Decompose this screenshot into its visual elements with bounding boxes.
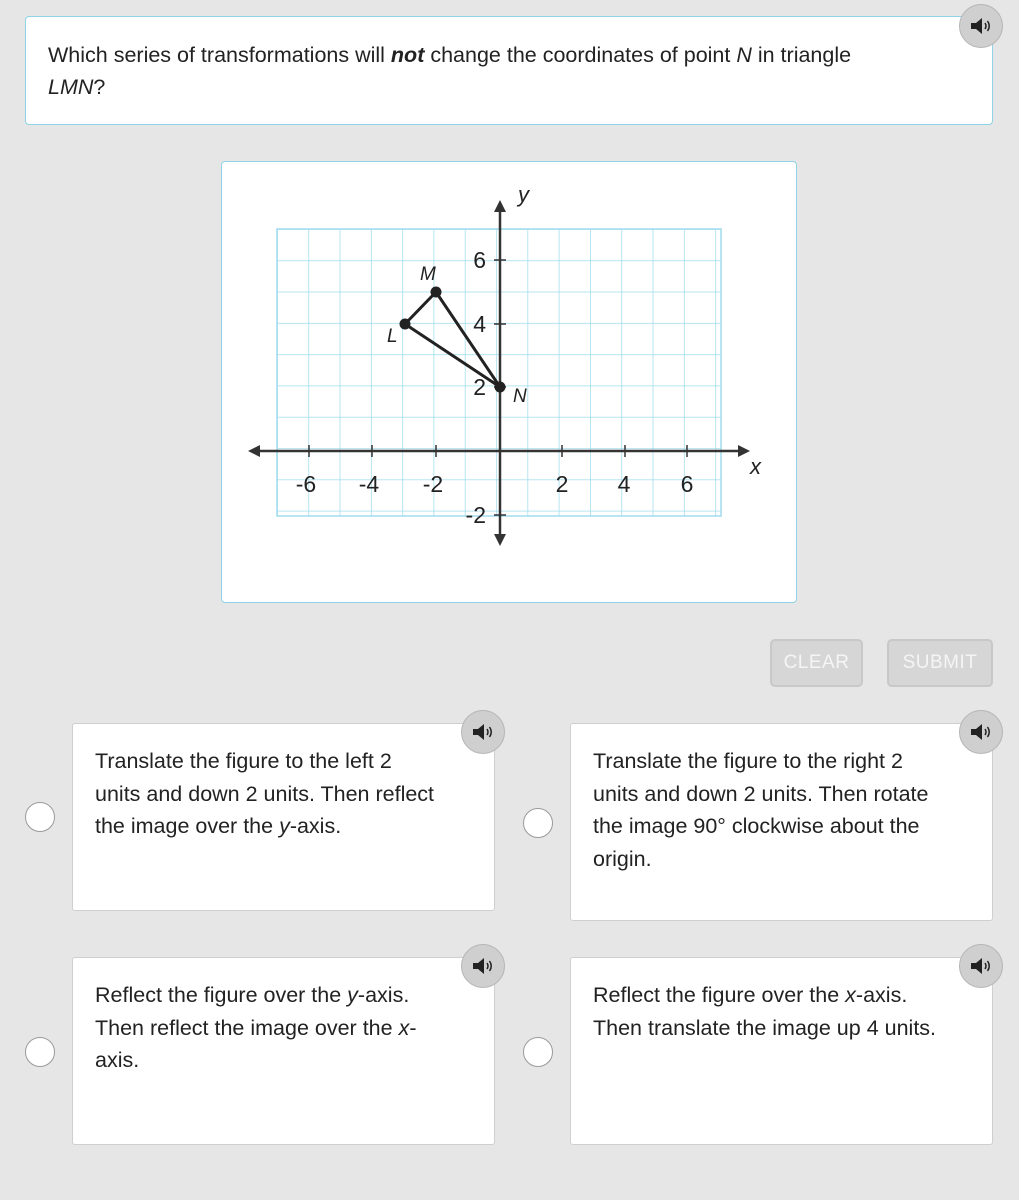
x-axis-left-arrow — [248, 445, 260, 457]
answer-text-line: -axis. — [855, 983, 908, 1007]
answer-text-line: Translate the figure to the left 2 — [95, 749, 392, 773]
question-text-part: in triangle — [751, 43, 852, 67]
question-point-name: N — [736, 43, 752, 67]
answer-text-italic: y — [279, 814, 290, 838]
answer-c-speaker-button[interactable] — [461, 944, 505, 988]
coordinate-graph — [222, 162, 798, 604]
clear-button[interactable]: CLEAR — [770, 639, 863, 687]
x-tick-label: -4 — [358, 471, 380, 497]
answer-text-c — [95, 979, 475, 1077]
x-tick-label: 6 — [680, 471, 694, 497]
answer-option-b[interactable] — [570, 723, 993, 921]
vertex-n — [495, 382, 506, 393]
answer-text-line: Translate the figure to the right 2 — [593, 749, 903, 773]
answer-text-line: axis. — [95, 1048, 140, 1072]
answer-radio-b[interactable] — [523, 808, 553, 838]
speaker-audio-icon — [968, 15, 994, 37]
answer-radio-d[interactable] — [523, 1037, 553, 1067]
answer-text-line: Reflect the figure over the — [593, 983, 846, 1007]
answer-text-italic: y — [347, 983, 358, 1007]
answer-option-d[interactable] — [570, 957, 993, 1145]
speaker-audio-icon — [968, 721, 994, 743]
y-tick-label: 2 — [473, 374, 486, 400]
x-axis-label: x — [750, 454, 761, 479]
answer-d-speaker-button[interactable] — [959, 944, 1003, 988]
y-tick-label: -2 — [465, 502, 486, 528]
answer-option-a[interactable] — [72, 723, 495, 911]
answer-text-line: - — [409, 1015, 417, 1040]
y-tick-label: 4 — [473, 311, 486, 337]
answer-text-line: -axis. — [289, 814, 342, 838]
y-tick-label: 6 — [473, 247, 486, 273]
speaker-audio-icon — [968, 955, 994, 977]
x-tick-label: 2 — [555, 471, 569, 497]
answer-text-line: Then translate the image up 4 units. — [593, 1015, 937, 1040]
vertex-label-n: N — [513, 386, 527, 407]
answer-a-speaker-button[interactable] — [461, 710, 505, 754]
answer-option-c[interactable] — [72, 957, 495, 1145]
answer-text-a — [95, 745, 475, 843]
y-axis-up-arrow — [494, 200, 506, 212]
question-speaker-button[interactable] — [959, 4, 1003, 48]
x-tick-label: 4 — [617, 471, 631, 497]
question-triangle-name: LMN — [48, 75, 94, 99]
answer-text-line: units and down 2 units. Then rotate — [593, 781, 929, 806]
question-card — [25, 16, 993, 125]
answer-text-italic: x — [845, 983, 856, 1007]
answer-text-italic: x — [398, 1015, 410, 1040]
y-axis-label: y — [518, 182, 529, 207]
answer-text-line: -axis. — [357, 983, 410, 1007]
answer-text-line: Reflect the figure over the — [95, 983, 348, 1007]
x-axis-right-arrow — [738, 445, 750, 457]
question-emphasis: not — [390, 43, 425, 67]
x-tick-label: -6 — [295, 471, 317, 497]
x-tick-label: -2 — [422, 471, 444, 497]
graph-card — [221, 161, 797, 603]
answer-text-b — [593, 745, 973, 875]
y-axis-down-arrow — [494, 534, 506, 546]
vertex-m — [431, 287, 442, 298]
vertex-label-l: L — [387, 326, 398, 347]
speaker-audio-icon — [470, 721, 496, 743]
answer-text-line: units and down 2 units. Then reflect — [95, 781, 435, 806]
submit-button[interactable]: SUBMIT — [887, 639, 993, 687]
answer-radio-c[interactable] — [25, 1037, 55, 1067]
answer-radio-a[interactable] — [25, 802, 55, 832]
answer-text-d — [593, 979, 973, 1044]
answer-text-line: the image over the — [95, 814, 280, 838]
speaker-audio-icon — [470, 955, 496, 977]
answer-text-line: the image 90° clockwise about the — [593, 814, 920, 838]
answer-text-line: origin. — [593, 846, 652, 871]
answer-b-speaker-button[interactable] — [959, 710, 1003, 754]
question-text-part: change the coordinates of point — [424, 43, 737, 67]
question-text-part: ? — [93, 75, 106, 99]
question-text — [48, 39, 948, 103]
question-text-part: Which series of transformations will — [48, 43, 391, 67]
vertex-l — [400, 319, 411, 330]
vertex-label-m: M — [420, 264, 436, 285]
answer-text-line: Then reflect the image over the — [95, 1015, 399, 1040]
